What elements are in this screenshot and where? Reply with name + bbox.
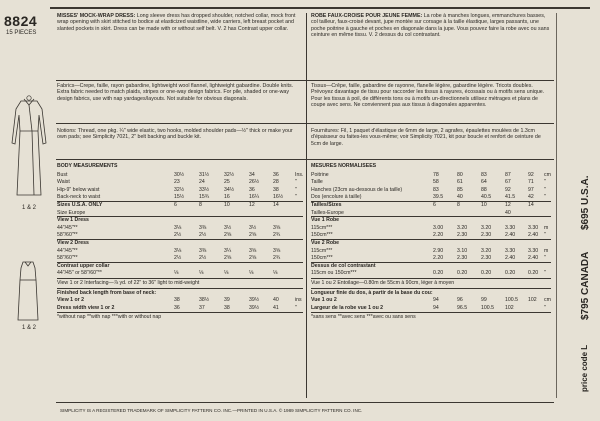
table-cell: 34½ (224, 186, 235, 193)
table-cell: 41.5 (505, 194, 516, 201)
table-cell: 96 (457, 297, 463, 304)
table-cell: 94 (433, 304, 439, 311)
rule-before-tables (56, 159, 554, 160)
table-cell: 0.20 (457, 270, 468, 277)
table-row-label: 58"/60"** (57, 255, 78, 262)
table-cell: 3¼ (224, 247, 232, 254)
table-cell: ⅛ (224, 270, 229, 277)
table-row-label: Sizes U.S.A. ONLY (57, 202, 103, 208)
table-cell: 26½ (249, 179, 260, 186)
table-cell: 42 (528, 194, 534, 201)
table-cell: 40 (273, 297, 279, 304)
table-unit: " (544, 232, 546, 239)
table-rule (57, 216, 303, 217)
table-footnote: *sans sens **avec sens ***avec ou sans sens (311, 314, 416, 321)
view-label-back: 1 & 2 (22, 325, 37, 331)
table-cell: 12 (249, 202, 255, 208)
table-unit: " (295, 304, 297, 311)
notions-en: Notions: Thread, one pkg. ¼" wide elastic, two hooks, molded shoulder pads—½" thick or make your own pads; see Simplicity 7021, 2" belt backing and buckle kit. (57, 128, 293, 141)
measurement-table-fr (311, 161, 551, 401)
table-cell: 2¾ (273, 232, 281, 239)
table-cell: 3.30 (505, 224, 516, 231)
table-unit: " (544, 270, 546, 277)
table-cell: 3⅛ (174, 247, 182, 254)
table-cell: 3½ (249, 224, 257, 231)
table-cell: 3.30 (528, 224, 539, 231)
table-cell: 2.30 (481, 255, 492, 262)
table-cell: 16½ (273, 194, 284, 201)
table-cell: 2.40 (528, 232, 539, 239)
interfacing-line: View 1 or 2 Interfacing—⅞ yd. of 22" to 36" light to mid-weight (57, 280, 200, 286)
table-cell: 2⅝ (249, 232, 257, 239)
table-row-label: 115cm*** (311, 224, 333, 231)
table-cell: 2⅝ (224, 232, 232, 239)
table-cell: 2½ (199, 232, 207, 239)
finished-row-label: Vue 1 ou 2 (311, 297, 337, 304)
table-cell: 3⅝ (249, 247, 257, 254)
description-fr-title: ROBE FAUX-CROISE POUR JEUNE FEMME: (311, 13, 423, 19)
table-cell: 40.5 (481, 194, 492, 201)
table-cell: 2.40 (528, 255, 539, 262)
table-cell: 30½ (174, 171, 185, 178)
table-cell: 78 (433, 171, 439, 178)
table-rule (311, 201, 551, 202)
table-cell: 10 (224, 202, 230, 208)
table-unit: " (544, 255, 546, 262)
table-cell: 0.20 (433, 270, 444, 277)
table-cell: 2.40 (505, 255, 516, 262)
table-cell: 3½ (224, 224, 232, 231)
table-cell: 87 (505, 171, 511, 178)
table-cell: 88 (481, 186, 487, 193)
rule-after-description (56, 80, 554, 81)
table-cell: 67 (505, 179, 511, 186)
view-label-front: 1 & 2 (22, 205, 37, 211)
table-row-label: Back-neck to waist (57, 194, 101, 201)
table-cell: 3⅝ (273, 224, 281, 231)
table-row-label: Dos (encolure à taille) (311, 194, 362, 201)
table-unit: cm (544, 297, 551, 304)
table-cell: 15½ (174, 194, 185, 201)
table-row-label: Waist (57, 179, 70, 186)
table-cell: ⅛ (273, 270, 278, 277)
table-cell: 3⅜ (199, 247, 207, 254)
table-cell: 3⅛ (174, 224, 182, 231)
table-cell: 38 (224, 304, 230, 311)
table-cell: 3.20 (481, 224, 492, 231)
notions-fr: Fournitures: Fil, 1 paquet d'élastique de 6mm de large, 2 agrafes, épaulettes moulées de 1.3cm d'épaisseur ou faites-les vous-même; voir Simplicity 7021, kit pour boucle et renfort de ceinture de 5cm de large. (311, 128, 541, 147)
table-cell: 100.5 (505, 297, 518, 304)
interfacing-line: Vue 1 ou 2 Entoilage—0.80m de 55cm à 90cm, léger à moyen (311, 280, 455, 286)
table-rule (57, 239, 303, 240)
price-canada: $795 CANADA (580, 251, 591, 320)
table-row-label: Taille (311, 179, 323, 186)
finished-row-label: View 1 or 2 (57, 297, 85, 304)
finished-length-title: Longueur finie du dos, à partir de la base du cou: (311, 289, 433, 296)
table-row-label: 44"/45"** (57, 224, 78, 231)
table-unit: ins (295, 297, 302, 304)
table-cell: 10 (481, 202, 487, 208)
table-cell: 41 (273, 304, 279, 311)
table-row-label: Hanches (23cm au-dessous de la taille) (311, 186, 403, 193)
table-cell: ⅛ (249, 270, 254, 277)
table-unit: " (295, 186, 297, 193)
table-cell: 3.00 (433, 224, 444, 231)
table-unit: m (544, 247, 549, 254)
table-cell: 36 (174, 304, 180, 311)
pieces-count: 15 PIECES (6, 30, 37, 36)
table-cell: 58 (433, 179, 439, 186)
price-usa: $695 U.S.A. (580, 175, 591, 230)
footer-trademark: SIMPLICITY IS A REGISTERED TRADEMARK OF SIMPLICITY PATTERN CO. INC.—PRINTED IN U.S.A. © 1989 SIMPLICITY PATTERN CO. INC. (60, 408, 363, 413)
table-cell: 39½ (249, 297, 260, 304)
dress-front-illustration (6, 95, 52, 205)
table-cell: 64 (481, 179, 487, 186)
table-unit: " (544, 304, 546, 311)
table-cell: 94 (433, 297, 439, 304)
table-cell: 92 (528, 171, 534, 178)
table-unit: Ins. (295, 171, 304, 178)
table-cell: ⅛ (174, 270, 179, 277)
table-cell: 2½ (199, 255, 207, 262)
table-unit: " (544, 194, 546, 201)
table-row-label: View 2 Dress (57, 240, 89, 246)
table-cell: 23 (174, 179, 180, 186)
table-cell: 14 (273, 202, 279, 208)
table-cell: 80 (457, 171, 463, 178)
table-cell: ⅛ (199, 270, 204, 277)
table-cell: 97 (528, 186, 534, 193)
finished-row-label: Largeur de la robe vue 1 ou 2 (311, 304, 384, 311)
table-cell: 12 (505, 202, 511, 208)
table-cell: 37 (199, 304, 205, 311)
table-cell: 32½ (224, 171, 235, 178)
table-rule (311, 216, 551, 217)
table-cell: 2⅝ (224, 255, 232, 262)
table-cell: 38 (273, 186, 279, 193)
table-row-label: Vue 2 Robe (311, 240, 340, 246)
table-row-label: 115cm*** (311, 247, 333, 254)
table-cell: 6 (174, 202, 177, 208)
table-rule (311, 278, 551, 279)
top-rule (50, 7, 590, 9)
table-title: MESURES NORMALISEES (311, 163, 377, 169)
description-en-title: MISSES' MOCK-WRAP DRESS: (57, 13, 136, 19)
table-cell: 96.5 (457, 304, 468, 311)
table-cell: 8 (199, 202, 202, 208)
table-row-label: Tailles-Europe (311, 209, 344, 216)
table-cell: 83 (481, 171, 487, 178)
table-cell: 40 (457, 194, 463, 201)
table-cell: 102 (528, 297, 537, 304)
table-cell: 92 (505, 186, 511, 193)
table-cell: 16¼ (249, 194, 260, 201)
price-strip-border (556, 13, 557, 398)
table-cell: 61 (457, 179, 463, 186)
table-row-label: Bust (57, 171, 68, 178)
table-cell: 0.20 (505, 270, 516, 277)
fabrics-fr: Tissus—Crêpe, faille, gabardine de rayonne, flanelle légère, gabardine légère. Tricots doubles. Prévoyez davantage de tissu pour raccorder les tissus à rayures, écossais ou à motifs sens unique. Pour les tissus à poil, de différents tons ou à motifs un-directionnels utilisez métrages et plans de coupe avec sens. Ne conviennent pas aux tissus à diagonales apparentes. (311, 83, 545, 109)
table-cell: 2¾ (273, 255, 281, 262)
table-cell: 3.10 (457, 247, 468, 254)
table-cell: 3⅝ (273, 247, 281, 254)
table-cell: 100.5 (481, 304, 494, 311)
table-cell: 2.20 (433, 232, 444, 239)
table-row-label: View 1 Dress (57, 217, 89, 224)
description-en-text: Long sleeve dress has dropped shoulder, notched collar, mock front wrap opening with skirt stitched to bodice at elasticized waistline, wide carriers, left breast pocket and slanted pockets in skirt. Dress can be made with or without self belt. V. 2 has Contrast upper collar. (57, 13, 296, 32)
table-cell: 2.30 (481, 232, 492, 239)
table-row-label: Hip-9" below waist (57, 186, 100, 193)
measurement-table-en (57, 161, 303, 401)
table-cell: 31½ (199, 171, 210, 178)
rule-after-fabrics (56, 123, 554, 124)
table-row-label: Tailles/Sizes (311, 202, 342, 208)
table-cell: 16 (224, 194, 230, 201)
table-cell: 102 (505, 304, 514, 311)
fabrics-en: Fabrics—Crepe, faille, rayon gabardine, lightweight wool flannel, lightweight gabardine. Double knits. Extra fabric needed to match plaids, stripes or one-way design fabrics. For pile, shaded or one-way design fabrics, use with nap yardages/layouts. Not suitable for obvious diagonals. (57, 83, 294, 102)
table-cell: 2.40 (505, 232, 516, 239)
table-rule (57, 278, 303, 279)
finished-length-title: Finished back length from base of neck: (57, 289, 157, 296)
table-cell: 32½ (174, 186, 185, 193)
table-unit: " (295, 179, 297, 186)
table-cell: 71 (528, 179, 534, 186)
description-fr-text: La robe à manches longues, emmanchures basses, col tailleur, faux-croisé devant, jupe montée sur corsage à la taille élastique, larges passants, une poche poitrine à gauche et poches en diagonale dans la jupe. Vous pouvez faire la robe avec ou sans ceinture en même tissu. V. 2 dessus du col contrastant. (311, 13, 550, 39)
table-row-label: 44"/45" or 58"/60"** (57, 270, 102, 277)
table-unit: m (544, 224, 549, 231)
column-divider (306, 13, 307, 398)
table-row-label: 58"/60"** (57, 232, 78, 239)
table-unit: " (295, 194, 297, 201)
table-cell: 2.90 (433, 247, 444, 254)
table-cell: 38 (174, 297, 180, 304)
table-cell: 0.20 (528, 270, 539, 277)
footer-rule (56, 402, 554, 403)
table-unit: " (544, 186, 546, 193)
table-cell: 24 (199, 179, 205, 186)
table-row-label: Dessus de col contrastant (311, 262, 376, 269)
table-row-label: Poitrine (311, 171, 329, 178)
table-cell: 0.20 (481, 270, 492, 277)
table-cell: 39.5 (433, 194, 444, 201)
table-cell: 40 (505, 209, 511, 216)
table-cell: 2½ (174, 255, 182, 262)
table-row-label: Vue 1 Robe (311, 217, 340, 224)
table-cell: 2.20 (433, 255, 444, 262)
table-rule (311, 239, 551, 240)
table-footnote: *without nap **with nap ***with or without nap (57, 314, 162, 321)
table-cell: 85 (457, 186, 463, 193)
table-cell: 2.30 (457, 255, 468, 262)
table-row-label: Size Europe (57, 209, 86, 216)
table-cell: 8 (457, 202, 460, 208)
table-cell: 36 (249, 186, 255, 193)
table-cell: 36 (273, 171, 279, 178)
table-cell: 83 (433, 186, 439, 193)
table-title: BODY MEASUREMENTS (57, 163, 118, 169)
table-cell: 38½ (199, 297, 210, 304)
table-row-label: Contrast upper collar (57, 262, 110, 269)
table-cell: 28 (273, 179, 279, 186)
table-cell: 15¾ (199, 194, 210, 201)
description-fr (311, 13, 551, 39)
table-cell: 6 (433, 202, 436, 208)
table-row-label: 150cm*** (311, 232, 333, 239)
table-cell: 34 (249, 171, 255, 178)
price-code: price code L (580, 344, 589, 392)
finished-row-label: Dress width view 1 or 2 (57, 304, 115, 311)
table-cell: 39 (224, 297, 230, 304)
table-rule (57, 312, 303, 313)
table-rule (57, 288, 303, 289)
table-cell: 2⅝ (249, 255, 257, 262)
table-cell: 99 (481, 297, 487, 304)
table-cell: 39½ (249, 304, 260, 311)
table-cell: 2½ (174, 232, 182, 239)
table-rule (311, 312, 551, 313)
table-cell: 33½ (199, 186, 210, 193)
table-row-label: 150cm*** (311, 255, 333, 262)
table-cell: 3.20 (457, 224, 468, 231)
pattern-number: 8824 (4, 13, 38, 29)
table-cell: 2.30 (457, 232, 468, 239)
table-row-label: 115cm ou 150cm*** (311, 270, 357, 277)
table-cell: 3.20 (481, 247, 492, 254)
table-rule (311, 288, 551, 289)
table-cell: 3.30 (505, 247, 516, 254)
table-cell: 3.30 (528, 247, 539, 254)
table-cell: 14 (528, 202, 534, 208)
table-cell: 25 (224, 179, 230, 186)
table-cell: 3⅜ (199, 224, 207, 231)
description-en (57, 13, 303, 32)
dress-back-illustration (8, 260, 48, 322)
table-unit: cm (544, 171, 551, 178)
table-row-label: 44"/45"** (57, 247, 78, 254)
table-unit: " (544, 179, 546, 186)
